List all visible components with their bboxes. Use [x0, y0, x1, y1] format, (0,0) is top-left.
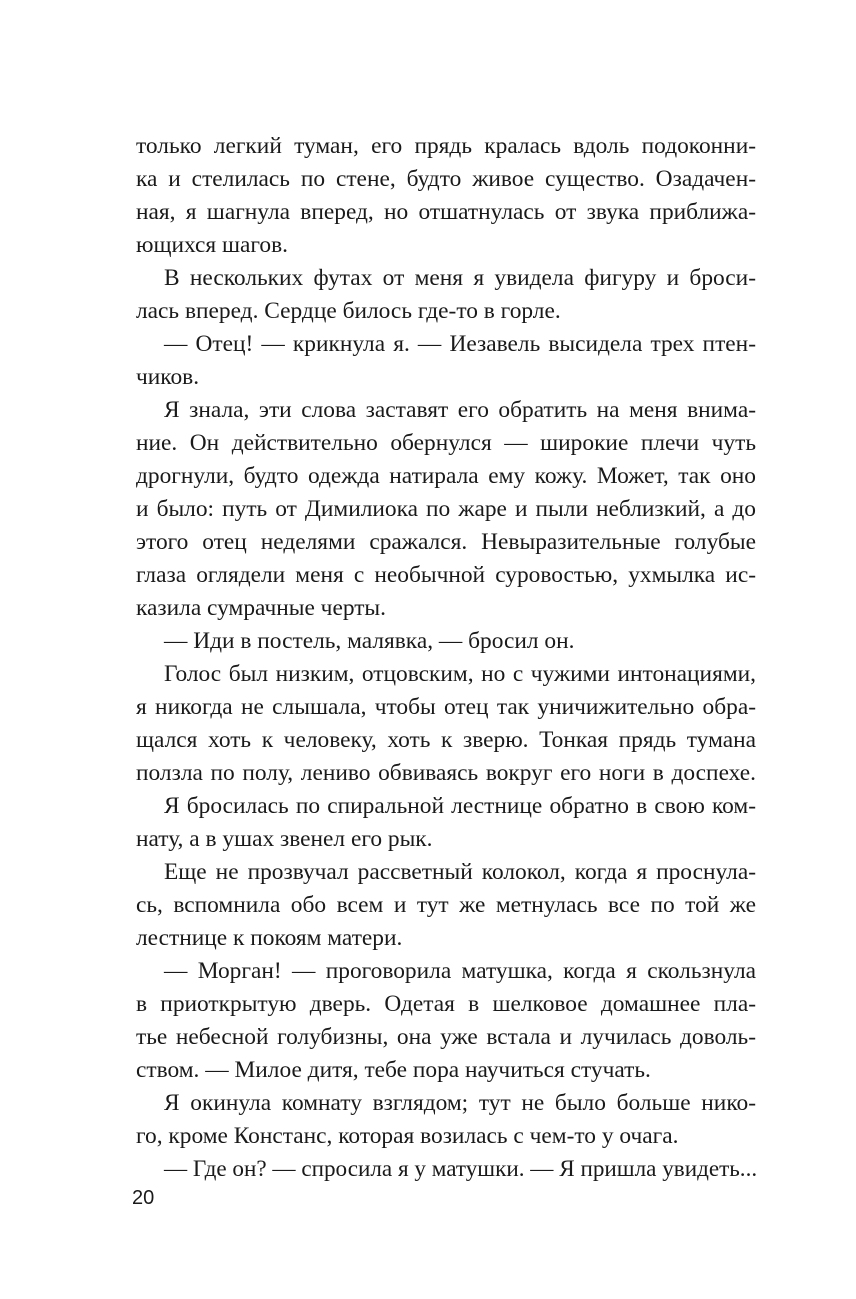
text-line: — Где он? — спросила я у матушки. — Я пришла увидеть... [164, 1156, 758, 1182]
text-line: ка и стелилась по стене, будто живое существо. Озадачен- [136, 166, 756, 192]
text-line: только легкий туман, его прядь кралась вдоль подоконни- [136, 133, 756, 159]
text-line: сь, вспомнила обо всем и тут же метнулась все по той же [136, 892, 756, 918]
text-line: — Иди в постель, малявка, — бросил он. [164, 628, 575, 654]
text-line: лась вперед. Сердце билось где-то в горле. [136, 298, 561, 324]
text-line: этого отец неделями сражался. Невыразительные голубые [136, 529, 756, 555]
text-line: Я окинула комнату взглядом; тут не было больше нико- [164, 1090, 756, 1116]
text-line: чиков. [136, 364, 200, 390]
text-section-2 [136, 856, 756, 1186]
text-line: я никогда не слышала, чтобы отец так уничижительно обра- [136, 694, 756, 720]
text-line: Еще не прозвучал рассветный колокол, когда я проснула- [164, 859, 756, 885]
text-line: и было: путь от Димилиока по жаре и пыли неблизкий, а до [136, 496, 756, 522]
text-line: — Отец! — крикнула я. — Иезавель высидела трех птен- [164, 331, 756, 357]
text-line: ползла по полу, лениво обвиваясь вокруг его ноги в доспехе. [136, 760, 756, 786]
text-line: казила сумрачные черты. [136, 595, 386, 621]
text-line: го, кроме Констанс, которая возилась с чем-то у очага. [136, 1123, 679, 1149]
text-line: в приоткрытую дверь. Одетая в шелковое домашнее пла- [136, 991, 756, 1017]
text-line: дрогнули, будто одежда натирала ему кожу. Может, так оно [136, 463, 756, 489]
text-line: Голос был низким, отцовским, но с чужими интонациями, [164, 661, 756, 687]
text-line: лестнице к покоям матери. [136, 925, 403, 951]
text-line: тье небесной голубизны, она уже встала и лучилась доволь- [136, 1024, 756, 1050]
text-line: ством. — Милое дитя, тебе пора научиться стучать. [136, 1057, 651, 1083]
text-line: Я бросилась по спиральной лестнице обратно в свою ком- [164, 793, 756, 819]
text-section-1 [136, 130, 756, 856]
text-line: нату, а в ушах звенел его рык. [136, 826, 433, 852]
text-line: ющихся шагов. [136, 232, 289, 258]
page-number: 20 [132, 1187, 155, 1209]
text-line: В нескольких футах от меня я увидела фигуру и броси- [164, 265, 756, 291]
text-line: щался хоть к человеку, хоть к зверю. Тонкая прядь тумана [136, 727, 756, 753]
text-line: ние. Он действительно обернулся — широкие плечи чуть [136, 430, 756, 456]
text-line: Я знала, эти слова заставят его обратить на меня внима- [164, 397, 756, 423]
text-line: — Морган! — проговорила матушка, когда я скользнула [164, 958, 756, 984]
text-line: ная, я шагнула вперед, но отшатнулась от звука приближа- [136, 199, 756, 225]
text-line: глаза оглядели меня с необычной суровостью, ухмылка ис- [136, 562, 756, 588]
